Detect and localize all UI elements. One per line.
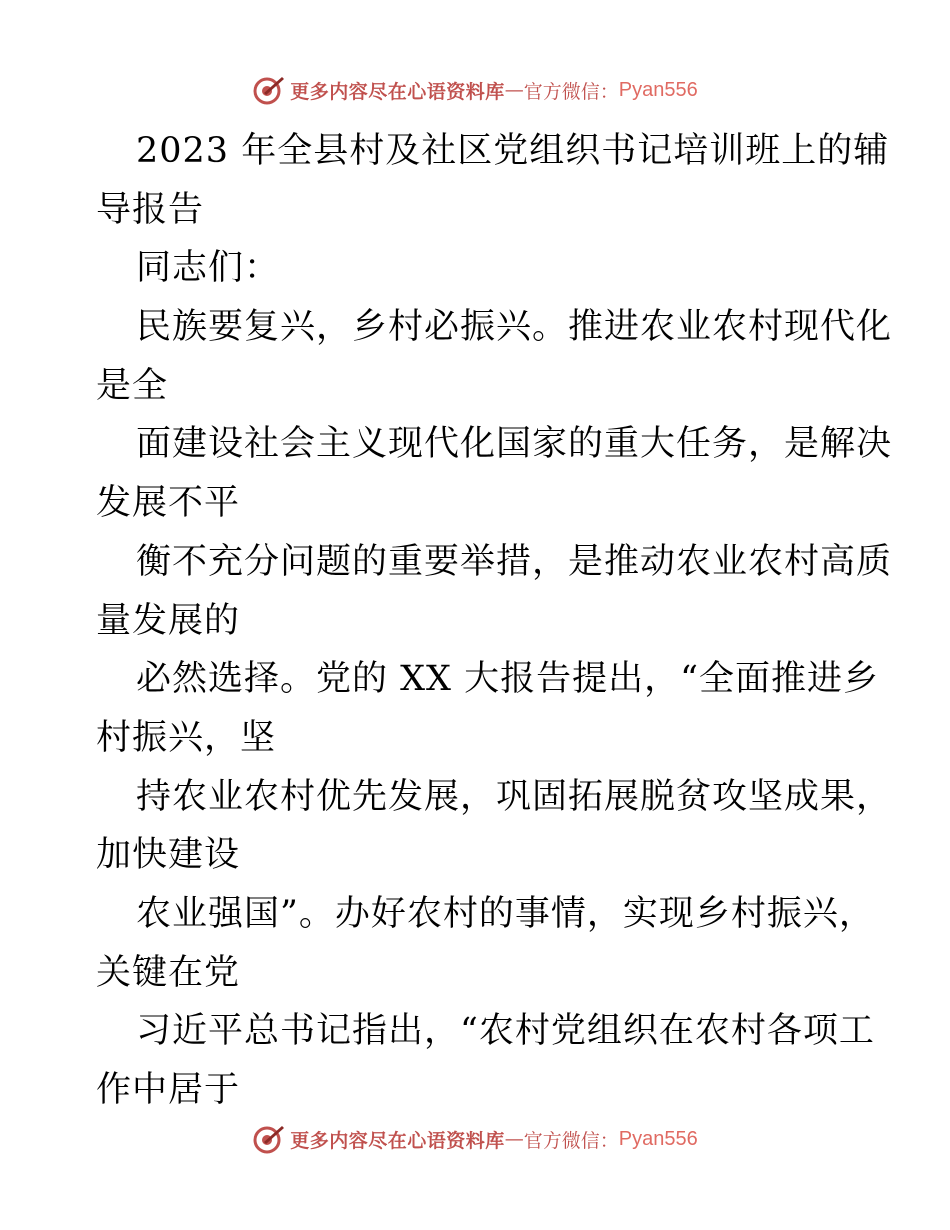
banner-separator: — — [504, 79, 524, 101]
header-banner — [0, 70, 950, 110]
footer-banner — [0, 1119, 950, 1159]
document-line: 关键在党 — [96, 952, 241, 993]
pen-logo-icon — [252, 1122, 286, 1156]
document-line: 量发展的 — [96, 600, 241, 641]
document-line: 必然选择。党的 XX 大报告提出，“全面推进乡 — [136, 659, 879, 700]
document-line: 是全 — [96, 365, 169, 406]
banner-wechat-label: 官方微信： — [523, 80, 619, 103]
document-line: 导报告 — [96, 189, 205, 230]
banner-wechat-id: Pyan556 — [618, 1127, 698, 1150]
document-body — [96, 122, 893, 1120]
document-line: 加快建设 — [96, 835, 241, 876]
document-line: 衡不充分问题的重要举措，是推动农业农村高质 — [136, 541, 893, 582]
document-line: 作中居于 — [96, 1070, 241, 1110]
banner-wechat-label: 官方微信： — [523, 1129, 619, 1152]
document-line: 发展不平 — [96, 483, 241, 524]
pen-logo-icon — [252, 73, 286, 107]
document-line: 面建设社会主义现代化国家的重大任务，是解决 — [136, 424, 893, 465]
document-line: 民族要复兴，乡村必振兴。推进农业农村现代化 — [136, 307, 893, 348]
document-line: 村振兴，坚 — [96, 717, 277, 758]
document-line: 同志们： — [136, 248, 281, 289]
document-line: 习近平总书记指出，“农村党组织在农村各项工 — [136, 1011, 875, 1052]
document-line: 农业强国”。办好农村的事情，实现乡村振兴， — [136, 893, 875, 934]
document-line: 2023 年全县村及社区党组织书记培训班上的辅 — [136, 131, 890, 171]
banner-separator: — — [504, 1128, 524, 1150]
banner-text: 更多内容尽在心语资料库 — [290, 80, 505, 103]
document-line: 持农业农村优先发展，巩固拓展脱贫攻坚成果， — [136, 776, 893, 817]
banner-text: 更多内容尽在心语资料库 — [290, 1129, 505, 1152]
banner-wechat-id: Pyan556 — [618, 78, 698, 101]
